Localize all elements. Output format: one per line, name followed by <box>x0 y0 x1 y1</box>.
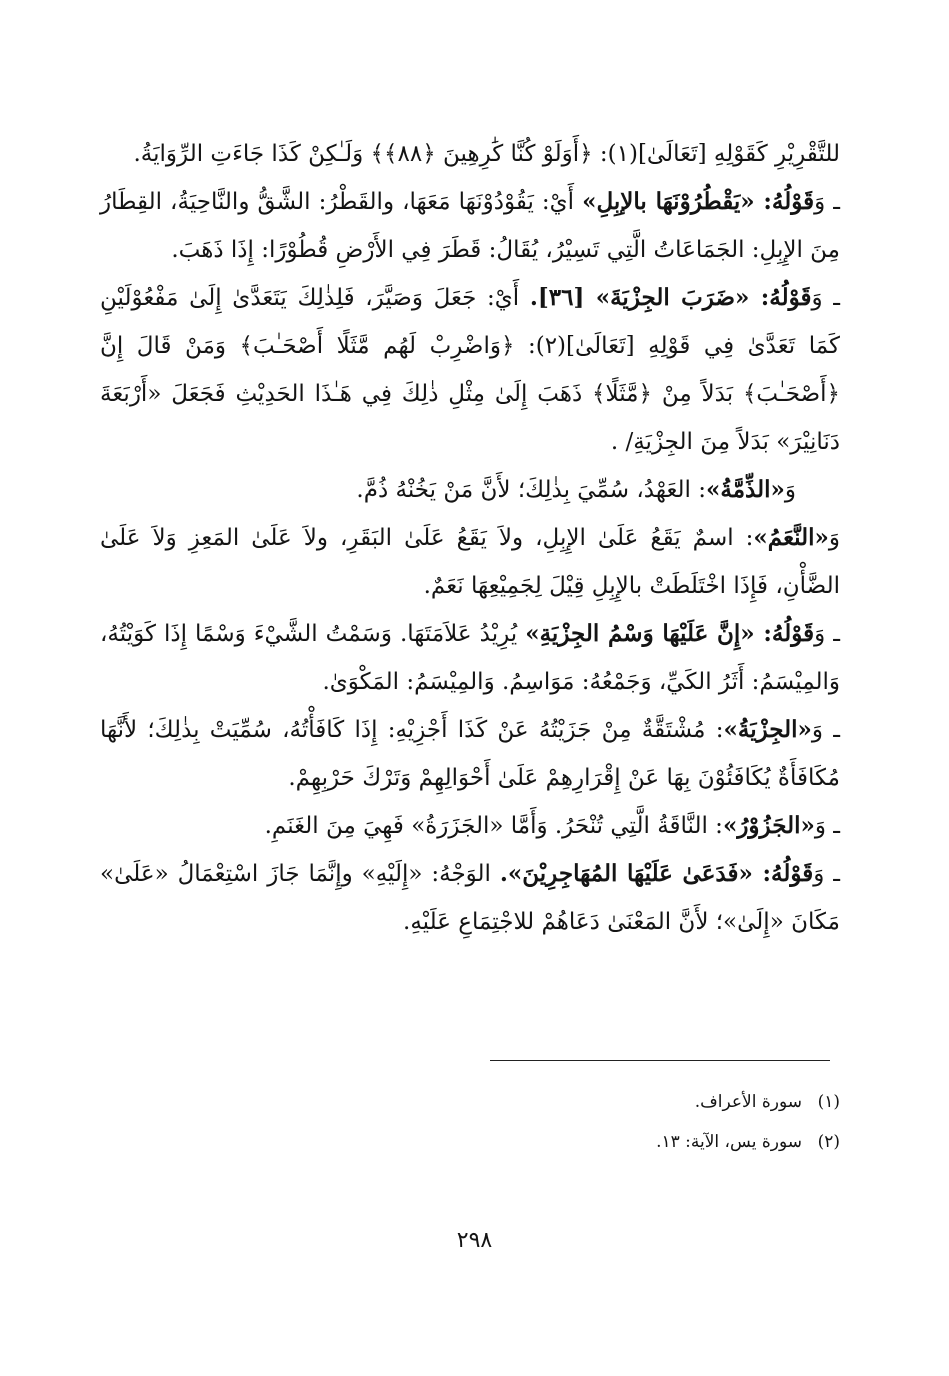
paragraph-4: وَ«الذِّمَّةُ»: العَهْدُ، سُمِّيَ بِذٰلِكَ؛ لأَنَّ مَنْ يَخُنْهُ ذُمَّ. <box>356 476 796 503</box>
footnote-text: سورة الأعراف. <box>694 1092 802 1112</box>
footnotes <box>420 1082 840 1162</box>
footnote-text: سورة يس، الآية: ١٣. <box>656 1132 802 1152</box>
paragraph-7: ـ وَ«الجِزْيَةُ»: مُشْتَقَّةٌ مِنْ جَزَيْتُهُ عَنْ كَذَا أَجْزِيْهِ: إِذَا كَافَأْتُهُ، سُمِّيَتْ بِذٰلِكَ؛ لأَنَّهَا مُكَافَأَةٌ يُكَافَئُوْنَ بِهَا عَنْ إِقْرَارِهِمْ عَلَىٰ أَحْوَالِهِمْ وَتَرْكَ حَرْبِهِمْ. <box>100 716 840 791</box>
main-text <box>100 130 840 946</box>
footnote-1 <box>420 1082 840 1122</box>
paragraph-3: ـ وَقَوْلُهُ: «ضَرَبَ الجِزْيَةَ» [٣٦]. أَيْ: جَعَلَ وَصَيَّرَ، فَلِذٰلِكَ يَتَعَدَّىٰ إِلَىٰ مَفْعُوْلَيْنِ كَمَا تَعَدَّىٰ فِي قَوْلِهِ [تَعَالَىٰ](٢): ﴿وَاضْرِبْ لَهُم مَّثَلًا أَصْحَـٰبَ﴾ وَمَنْ قَالَ إِنَّ ﴿أَصْحَـٰبَ﴾ بَدَلاً مِنْ ﴿مَّثَلًا﴾ ذَهَبَ إِلَىٰ مِثْلِ ذٰلِكَ فِي هَـٰذَا الحَدِيْثِ فَجَعَلَ «أَرْبَعَةَ دَنَانِيْرَ» بَدَلاً مِنَ الجِزْيَةِ/ . <box>100 284 840 455</box>
paragraph-1: للتَّقْرِيْرِ كَقَوْلِهِ [تَعَالَىٰ](١): ﴿أَوَلَوْ كُنَّا كَٰرِهِينَ ﴿٨٨﴾﴾ وَلَـٰكِنْ كَذَا جَاءَتِ الرِّوَايَةُ. <box>133 141 840 167</box>
footnote-number: (١) <box>817 1092 840 1112</box>
footnote-2 <box>420 1122 840 1162</box>
footnote-number: (٢) <box>817 1132 840 1152</box>
paragraph-9: ـ وَقَوْلُهُ: «فَدَعَىٰ عَلَيْهَا المُهَاجِرِيْنَ». الوَجْهُ: «إِلَيْهِ» وإِنَّمَا جَازَ اسْتِعْمَالُ «عَلَىٰ» مَكَانَ «إِلَىٰ»؛ لأَنَّ المَعْنَىٰ دَعَاهُمْ للاجْتِمَاعِ عَلَيْهِ. <box>100 860 840 935</box>
footnote-divider <box>490 1060 830 1061</box>
paragraph-2: ـ وَقَوْلُهُ: «يَقْطُرُوْنَهَا بالإبِلِ» أَيْ: يَقُوْدُوْنَهَا مَعَهَا، والقَطْرُ: الشَّقُّ والنَّاحِيَةُ، القِطَارُ مِنَ الإِبِلِ: الجَمَاعَاتُ الَّتِي تَسِيْرُ، يُقَالُ: قَطَرَ فِي الأَرْضِ قُطُوْرًا: إِذَا ذَهَبَ. <box>100 188 840 263</box>
paragraph-5: وَ«النَّعَمُ»: اسمٌ يَقَعُ عَلَىٰ الإِبِلِ، ولاَ يَقَعُ عَلَىٰ البَقَرِ، ولاَ عَلَىٰ المَعِزِ وَلاَ عَلَىٰ الضَّأْنِ، فَإِذَا اخْتَلَطَتْ بالإِبِلِ قِيْلَ لِجَمِيْعِهَا نَعَمٌ. <box>100 524 840 599</box>
paragraph-6: ـ وَقَوْلُهُ: «إِنَّ عَلَيْهَا وَسْمُ الجِزْيَةِ» يُرِيْدُ عَلاَمَتَهَا. وَسَمْتُ الشَّيْءَ وَسْمًا إِذَا كَوَيْتُهُ، وَالمِيْسَمُ: أَثَرُ الكَيِّ، وَجَمْعُهُ: مَوَاسِمُ. وَالمِيْسَمُ: المَكْوَىٰ. <box>100 620 841 695</box>
page-number: ٢٩٨ <box>456 1228 493 1253</box>
paragraph-8: ـ وَ«الجَزُوْرُ»: النَّاقَةُ الَّتِي تُنْحَرُ. وَأَمَّا «الجَزَرَةُ» فَهِيَ مِنَ الغَنَمِ. <box>264 812 840 839</box>
